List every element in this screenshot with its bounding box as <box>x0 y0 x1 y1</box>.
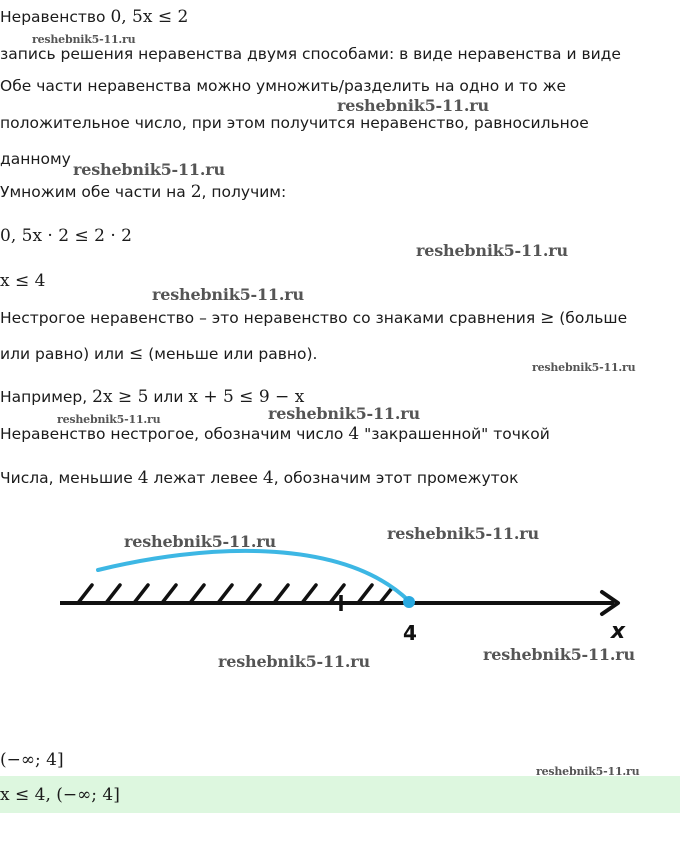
multiply-text: Умножим обе части на <box>0 183 191 201</box>
hatching <box>78 585 392 603</box>
filled-prefix: Неравенство нестрогое, обозначим число <box>0 425 349 443</box>
definition-prefix: Нестрогое неравенство – это неравенство со знаками сравнения <box>0 309 541 327</box>
filled-point-text <box>0 424 550 444</box>
number-line-diagram <box>0 540 680 660</box>
title-text: Неравенство <box>0 8 111 26</box>
watermark: reshebnik5-11.ru <box>337 96 489 115</box>
watermark: reshebnik5-11.ru <box>32 33 136 46</box>
answer-line <box>0 785 120 805</box>
filled-suffix: "закрашенной" точкой <box>359 425 550 443</box>
result-inequality <box>0 271 45 291</box>
example-text <box>0 387 304 407</box>
watermark: reshebnik5-11.ru <box>536 765 640 778</box>
solution-description: запись решения неравенства двумя способами: в виде неравенства и виде <box>0 45 621 63</box>
watermark: reshebnik5-11.ru <box>532 361 636 374</box>
answer-math: x ≤ 4, (−∞; 4] <box>0 785 120 805</box>
filled-number: 4 <box>348 424 360 444</box>
definition-suffix: (больше <box>554 309 628 327</box>
result-math: x ≤ 4 <box>0 271 46 291</box>
axis-label: x <box>610 619 626 644</box>
interval-result <box>0 750 64 770</box>
leq-symbol: ≤ <box>129 344 144 364</box>
rule-text-3: данному <box>0 150 71 168</box>
example-math-2: x + 5 ≤ 9 − x <box>188 387 305 407</box>
equation-step <box>0 226 132 246</box>
watermark: reshebnik5-11.ru <box>152 285 304 304</box>
example-mid: или <box>148 388 189 406</box>
definition-text-2 <box>0 344 317 364</box>
multiply-step <box>0 182 286 202</box>
interval-math: (−∞; 4] <box>0 750 64 770</box>
filled-point <box>403 596 415 608</box>
watermark: reshebnik5-11.ru <box>124 532 276 551</box>
geq-symbol: ≥ <box>540 308 555 328</box>
interval-suffix: , обозначим этот промежуток <box>273 469 519 487</box>
watermark: reshebnik5-11.ru <box>73 160 225 179</box>
equation-math: 0, 5x · 2 ≤ 2 · 2 <box>0 226 132 246</box>
watermark: reshebnik5-11.ru <box>57 413 161 426</box>
interval-num-2: 4 <box>262 468 274 488</box>
example-prefix: Например, <box>0 388 93 406</box>
interval-description <box>0 468 519 488</box>
watermark: reshebnik5-11.ru <box>218 652 370 671</box>
watermark: reshebnik5-11.ru <box>416 241 568 260</box>
answer-box <box>0 776 680 813</box>
multiply-suffix: , получим: <box>201 183 287 201</box>
rule-text-2: положительное число, при этом получится неравенство, равносильное <box>0 114 589 132</box>
interval-prefix: Числа, меньшие <box>0 469 138 487</box>
inequality-title <box>0 7 188 27</box>
watermark: reshebnik5-11.ru <box>387 524 539 543</box>
watermark: reshebnik5-11.ru <box>483 645 635 664</box>
interval-num-1: 4 <box>137 468 149 488</box>
rule-text-1: Обе части неравенства можно умножить/разделить на одно и то же <box>0 77 567 95</box>
definition2-suffix: (меньше или равно). <box>143 345 318 363</box>
definition2-prefix: или равно) или <box>0 345 130 363</box>
watermark: reshebnik5-11.ru <box>268 404 420 423</box>
definition-text-1 <box>0 308 627 328</box>
point-label: 4 <box>403 621 417 645</box>
example-math-1: 2x ≥ 5 <box>92 387 149 407</box>
title-math: 0, 5x ≤ 2 <box>110 7 189 27</box>
multiply-factor: 2 <box>190 182 202 202</box>
interval-mid: лежат левее <box>148 469 263 487</box>
